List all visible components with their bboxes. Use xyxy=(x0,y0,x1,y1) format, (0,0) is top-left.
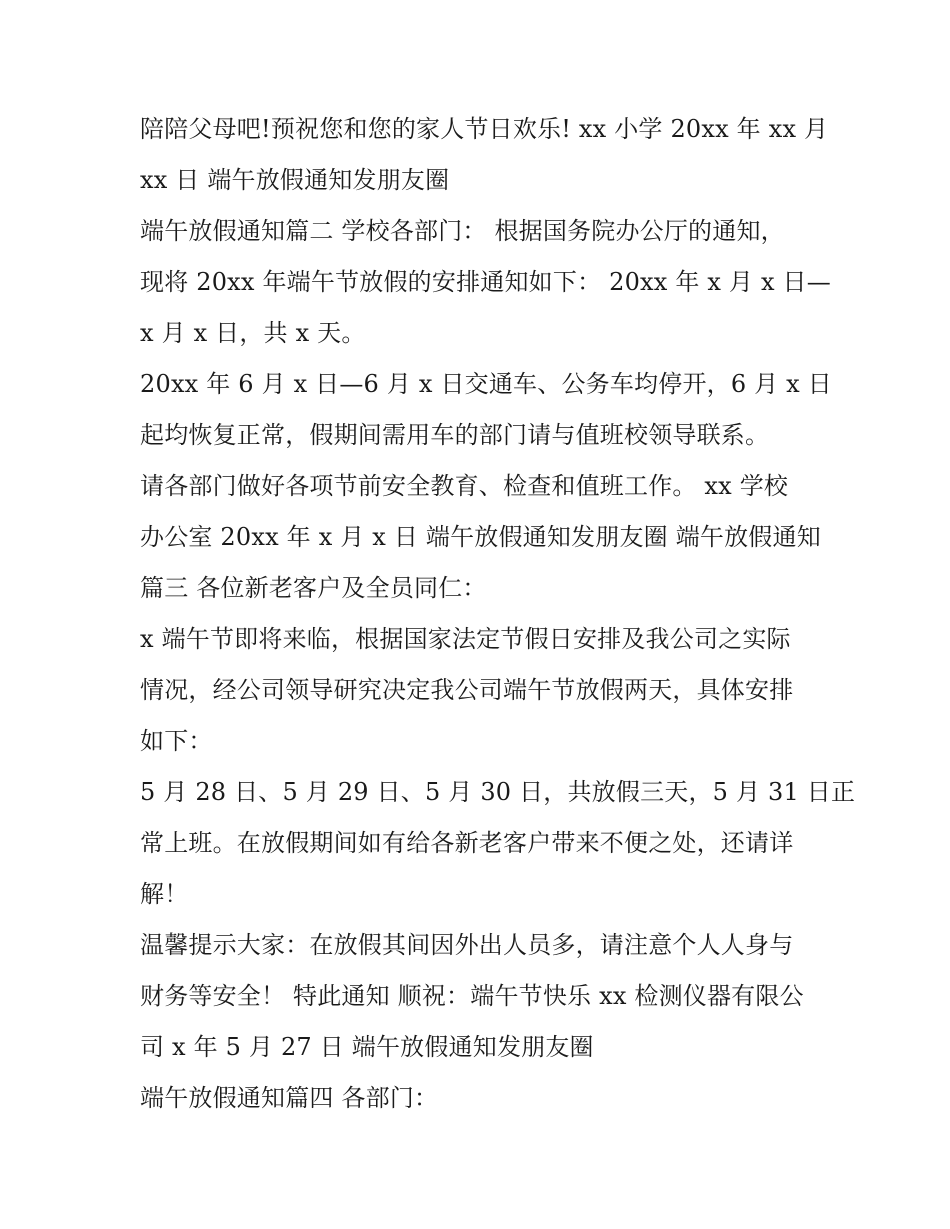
text-line: x 月 x 日，共 x 天。 xyxy=(140,319,366,347)
text-line: 解！ xyxy=(140,880,189,908)
text-line: 情况，经公司领导研究决定我公司端午节放假两天，具体安排 xyxy=(140,676,794,704)
text-line: 温馨提示大家：在放假其间因外出人员多，请注意个人人身与 xyxy=(140,931,794,959)
text-line: 端午放假通知篇二 学校各部门： 根据国务院办公厅的通知， xyxy=(140,217,785,245)
text-line: 常上班。在放假期间如有给各新老客户带来不便之处，还请详 xyxy=(140,829,794,857)
text-line: 起均恢复正常，假期间需用车的部门请与值班校领导联系。 xyxy=(140,421,770,449)
text-line: x 端午节即将来临，根据国家法定节假日安排及我公司之实际 xyxy=(140,625,791,653)
text-line: 财务等安全！ 特此通知 顺祝：端午节快乐 xx 检测仪器有限公 xyxy=(140,982,804,1010)
text-line: 如下： xyxy=(140,727,213,755)
document-body xyxy=(140,104,856,1124)
text-line: xx 日 端午放假通知发朋友圈 xyxy=(140,166,450,194)
text-line: 现将 20xx 年端午节放假的安排通知如下： 20xx 年 x 月 x 日— xyxy=(140,268,831,296)
text-line: 办公室 20xx 年 x 月 x 日 端午放假通知发朋友圈 端午放假通知 xyxy=(140,523,821,551)
text-line: 篇三 各位新老客户及全员同仁： xyxy=(140,574,487,602)
text-line: 请各部门做好各项节前安全教育、检查和值班工作。 xx 学校 xyxy=(140,472,789,500)
text-line: 端午放假通知篇四 各部门： xyxy=(140,1084,439,1112)
text-line: 20xx 年 6 月 x 日—6 月 x 日交通车、公务车均停开，6 月 x 日 xyxy=(140,370,832,398)
text-line: 5 月 28 日、5 月 29 日、5 月 30 日，共放假三天，5 月 31 日正 xyxy=(140,778,856,806)
text-line: 司 x 年 5 月 27 日 端午放假通知发朋友圈 xyxy=(140,1033,594,1061)
text-line: 陪陪父母吧!预祝您和您的家人节日欢乐! xx 小学 20xx 年 xx 月 xyxy=(140,115,829,143)
